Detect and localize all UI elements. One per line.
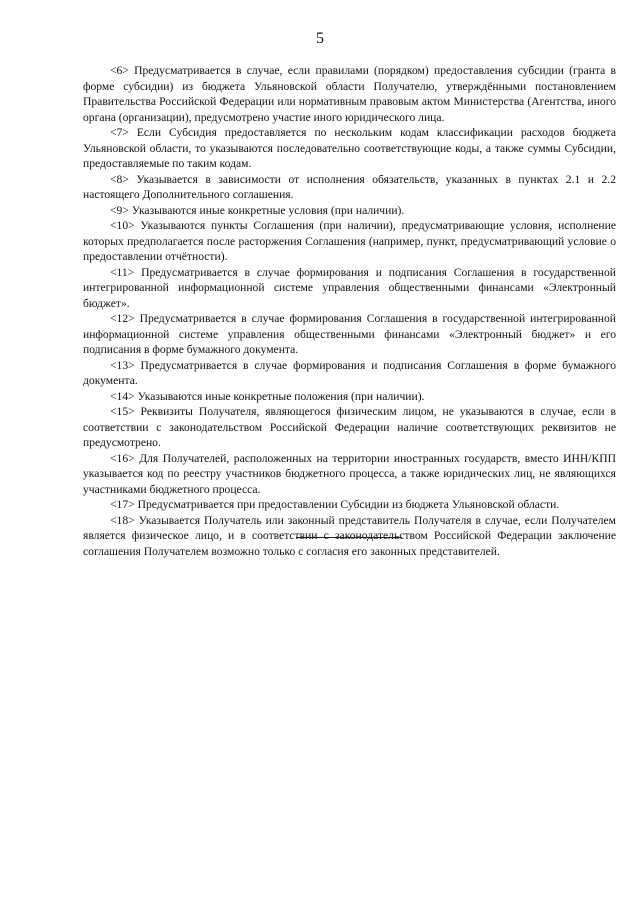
footnote-10: <10> Указываются пункты Соглашения (при наличии), предусматривающие условия, исполнение которых предполагается после расторжения Соглашения (например, пункт, предусматривающий условие о предоставлении отчётности). bbox=[83, 219, 616, 263]
footnotes-list bbox=[83, 63, 616, 559]
footnote-14: <14> Указываются иные конкретные положения (при наличии). bbox=[110, 389, 425, 403]
page-number: 5 bbox=[316, 30, 324, 47]
footnote-9: <9> Указываются иные конкретные условия (при наличии). bbox=[110, 203, 405, 217]
closing-divider-line bbox=[296, 537, 402, 538]
footnote-12: <12> Предусматривается в случае формирования Соглашения в государственной интегрированной информационной системе управления общественными финансами «Электронный бюджет» и его подписания в форме бумажного документа. bbox=[83, 312, 616, 356]
footnote-18: <18> Указывается Получатель или законный представитель Получателя в случае, если Получателем является физическое лицо, и в соответствии с законодательством Российской Федерации заключение соглашения Получателем возможно только с согласия его законных представителей. bbox=[83, 513, 616, 558]
footnote-8: <8> Указывается в зависимости от исполнения обязательств, указанных в пунктах 2.1 и 2.2 настоящего Дополнительного соглашения. bbox=[83, 172, 616, 201]
footnote-13: <13> Предусматривается в случае формирования и подписания Соглашения в форме бумажного документа. bbox=[83, 358, 616, 387]
footnote-6: <6> Предусматривается в случае, если правилами (порядком) предоставления субсидии (гранта в форме субсидии) из бюджета Ульяновской области Получателю, утверждёнными постановлением Правительства Российской Федерации или нормативным правовым актом Министерства (Агентства, иного органа (организации), предусмотрено участие иного юридического лица. bbox=[83, 64, 616, 124]
footnote-17: <17> Предусматривается при предоставлении Субсидии из бюджета Ульяновской области. bbox=[110, 498, 560, 511]
footnote-15: <15> Реквизиты Получателя, являющегося физическим лицом, не указываются в случае, если в соответствии с законодательством Российской Федерации наличие соответствующих реквизитов не предусмотрено. bbox=[83, 405, 616, 449]
footnote-7: <7> Если Субсидия предоставляется по нескольким кодам классификации расходов бюджета Ульяновской области, то указываются последовательно соответствующие коды, а также суммы Субсидии, предоставляемые по таким кодам. bbox=[83, 126, 616, 170]
footnote-16: <16> Для Получателей, расположенных на территории иностранных государств, вместо ИНН/КПП указывается код по реестру участников бюджетного процесса, а также юридических лиц, не являющихся участниками бюджетного процесса. bbox=[83, 451, 616, 496]
footnote-11: <11> Предусматривается в случае формирования и подписания Соглашения в государственной интегрированной информационной системе управления общественными финансами «Электронный бюджет». bbox=[83, 265, 616, 310]
